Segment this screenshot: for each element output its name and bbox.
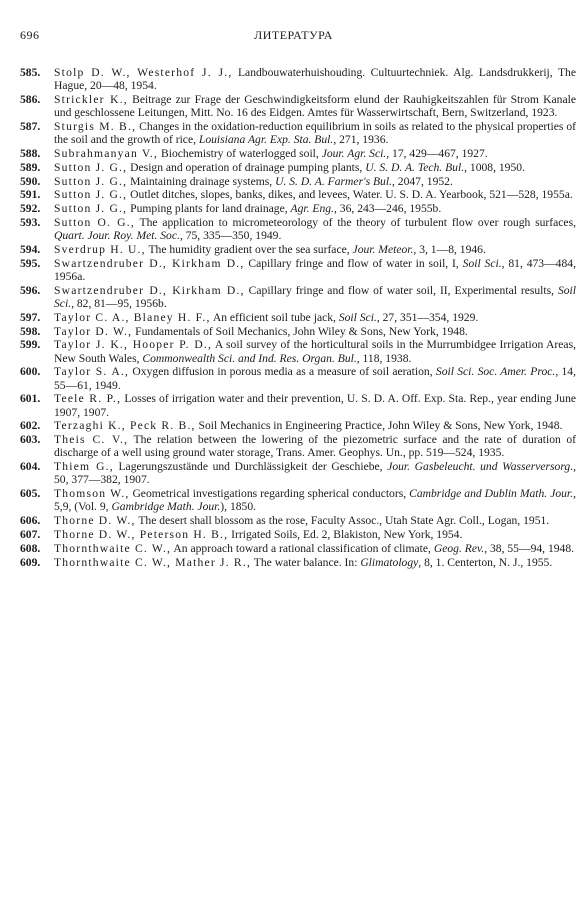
reference-number: 593. bbox=[20, 215, 41, 229]
reference-number: 598. bbox=[20, 324, 41, 338]
reference-source-title: Louisiana Agr. Exp. Sta. Bul. bbox=[198, 133, 334, 147]
reference-text: , 36, 243—246, 1955b. bbox=[334, 202, 442, 216]
reference-source-title: Cambridge and Dublin Math. Jour. bbox=[409, 487, 574, 501]
reference-text: The humidity gradient over the sea surface, bbox=[145, 242, 353, 256]
reference-list bbox=[20, 66, 576, 569]
reference-number: 605. bbox=[20, 487, 41, 501]
reference-number: 585. bbox=[20, 66, 41, 79]
reference-entry bbox=[20, 514, 576, 527]
reference-entry bbox=[20, 419, 576, 432]
reference-text: Outlet ditches, slopes, banks, dikes, and levees, Water. U. S. D. A. Yearbook, 521—528, 1955a. bbox=[127, 188, 573, 202]
reference-authors: Subrahmanyan V., bbox=[54, 147, 159, 160]
reference-number: 592. bbox=[20, 202, 41, 216]
reference-text: Geometrical investigations regarding spherical conductors, bbox=[129, 487, 410, 501]
reference-text: Lagerungszustände und Durchlässigkeit der Geschiebe, bbox=[113, 460, 388, 474]
reference-text: , 38, 55—94, 1948. bbox=[484, 541, 575, 555]
reference-text: Capillary fringe and flow of water in soil, I, bbox=[244, 256, 463, 270]
reference-text: , 82, 81—95, 1956b. bbox=[71, 296, 167, 310]
reference-text: Beitrage zur Frage der Geschwindigkeitsform elund der Rauhigkeitszahlen für Strom Kanale und geschlossene Leitungen, Mitt. No. 16 des Eidgen. Amtes für Wasserwirtschaft, Bern, Switzerland, 1923. bbox=[54, 93, 576, 120]
reference-number: 589. bbox=[20, 160, 41, 174]
reference-number: 591. bbox=[20, 188, 41, 202]
reference-text: Biochemistry of waterlogged soil, bbox=[158, 147, 322, 160]
reference-entry bbox=[20, 120, 576, 146]
reference-entry bbox=[20, 311, 576, 324]
reference-entry bbox=[20, 392, 576, 418]
reference-source-title: Agr. Eng. bbox=[290, 202, 334, 216]
reference-entry bbox=[20, 216, 576, 242]
running-title: ЛИТЕРАТУРА bbox=[254, 28, 333, 42]
reference-source-title: Soil Sci. bbox=[462, 256, 502, 270]
reference-entry bbox=[20, 257, 576, 283]
reference-authors: Thornthwaite C. W., Mather J. R., bbox=[54, 555, 252, 569]
reference-entry bbox=[20, 147, 576, 160]
reference-source-title: U. S. D. A. Tech. Bul. bbox=[365, 160, 465, 174]
reference-text: , 118, 1938. bbox=[356, 351, 412, 365]
reference-authors: Sutton O. G., bbox=[54, 215, 135, 229]
reference-entry bbox=[20, 556, 576, 569]
reference-text: , 5,9, (Vol. 9, bbox=[54, 487, 576, 514]
reference-authors: Sverdrup H. U., bbox=[54, 242, 146, 256]
reference-entry bbox=[20, 93, 576, 119]
reference-source-title: Soil Sci. bbox=[54, 283, 576, 310]
reference-text: , 27, 351—354, 1929. bbox=[376, 310, 479, 324]
reference-entry bbox=[20, 433, 576, 459]
reference-entry bbox=[20, 243, 576, 256]
reference-authors: Thomson W., bbox=[54, 487, 130, 501]
reference-text: Oxygen diffusion in porous media as a measure of soil aeration, bbox=[129, 365, 436, 379]
reference-text: , 75, 335—350, 1949. bbox=[179, 229, 282, 243]
reference-entry bbox=[20, 284, 576, 310]
reference-text: Design and operation of drainage pumping plants, bbox=[127, 160, 366, 174]
reference-text: Capillary fringe and flow of water soil, II, Experimental results, bbox=[244, 283, 558, 297]
reference-source-title: Quart. Jour. Roy. Met. Soc. bbox=[54, 229, 180, 243]
reference-text: Maintaining drainage systems, bbox=[127, 174, 276, 188]
reference-text: Fundamentals of Soil Mechanics, John Wiley & Sons, New York, 1948. bbox=[132, 324, 468, 338]
reference-authors: Taylor C. A., Blaney H. F., bbox=[54, 310, 211, 324]
reference-entry bbox=[20, 66, 576, 92]
reference-authors: Sturgis M. B., bbox=[54, 120, 137, 133]
reference-number: 588. bbox=[20, 147, 41, 160]
reference-text: An efficient soil tube jack, bbox=[210, 310, 339, 324]
reference-authors: Taylor J. K., Hooper P. D., bbox=[54, 338, 213, 352]
reference-entry bbox=[20, 487, 576, 513]
reference-text: An approach toward a rational classification of climate, bbox=[171, 541, 434, 555]
reference-text: , 14, 55—61, 1949. bbox=[54, 365, 576, 392]
reference-text: The application to micrometeorology of the theory of turbulent flow over rough surfaces, bbox=[134, 215, 576, 229]
reference-number: 590. bbox=[20, 174, 41, 188]
reference-text: Soil Mechanics in Engineering Practice, John Wiley & Sons, New York, 1948. bbox=[195, 419, 563, 433]
reference-authors: Strickler K., bbox=[54, 93, 128, 106]
reference-source-title: Gambridge Math. Jour. bbox=[111, 500, 221, 514]
reference-number: 586. bbox=[20, 93, 41, 106]
reference-text: Pumping plants for land drainage, bbox=[127, 202, 291, 216]
reference-authors: Swartzendruber D., Kirkham D., bbox=[54, 256, 245, 270]
reference-entry bbox=[20, 460, 576, 486]
reference-source-title: Jour. Gasbeleucht. und Wasserversorg. bbox=[387, 460, 574, 474]
reference-entry bbox=[20, 325, 576, 338]
reference-authors: Theis C. V., bbox=[54, 433, 129, 447]
reference-number: 587. bbox=[20, 120, 41, 133]
reference-text: Landbouwaterhuishouding. Cultuurtechniek. Alg. Landsdrukkerij, The Hague, 20—48, 1954. bbox=[54, 66, 576, 93]
reference-entry bbox=[20, 365, 576, 391]
reference-text: , 271, 1936. bbox=[333, 133, 389, 147]
reference-number: 606. bbox=[20, 514, 41, 528]
reference-source-title: Glimatology bbox=[360, 555, 419, 569]
reference-authors: Terzaghi K., Peck R. B., bbox=[54, 419, 196, 433]
reference-text: , 2047, 1952. bbox=[391, 174, 453, 188]
reference-number: 594. bbox=[20, 242, 41, 256]
reference-authors: Thornthwaite C. W., bbox=[54, 541, 172, 555]
reference-text: The desert shall blossom as the rose, Faculty Assoc., Utah State Agr. Coll., Logan, 1951. bbox=[135, 514, 550, 528]
reference-entry bbox=[20, 188, 576, 201]
reference-entry bbox=[20, 542, 576, 555]
reference-entry bbox=[20, 161, 576, 174]
page-number: 696 bbox=[20, 28, 40, 42]
reference-number: 603. bbox=[20, 433, 41, 447]
reference-authors: Teele R. P., bbox=[54, 392, 122, 406]
reference-authors: Sutton J. G., bbox=[54, 202, 128, 216]
reference-source-title: Soil Sci. Soc. Amer. Proc. bbox=[435, 365, 556, 379]
reference-text: A soil survey of the horticultural soils in the Murrumbidgee Irrigation Areas, New South Wales, bbox=[54, 338, 576, 365]
reference-number: 604. bbox=[20, 460, 41, 474]
reference-source-title: Geog. Rev. bbox=[433, 541, 485, 555]
reference-text: , 17, 429—467, 1927. bbox=[386, 147, 488, 160]
reference-entry bbox=[20, 175, 576, 188]
reference-source-title: Jour. Agr. Sci. bbox=[321, 147, 387, 160]
reference-authors: Swartzendruber D., Kirkham D., bbox=[54, 283, 245, 297]
reference-authors: Thorne D. W., bbox=[54, 514, 136, 528]
reference-number: 595. bbox=[20, 256, 41, 270]
reference-entry bbox=[20, 338, 576, 364]
reference-source-title: U. S. D. A. Farmer's Bul. bbox=[275, 174, 392, 188]
reference-text: Changes in the oxidation-reduction equilibrium in soils as related to the physical properties of the soil and the growth of rice, bbox=[54, 120, 577, 147]
reference-authors: Taylor D. W., bbox=[54, 324, 133, 338]
page-header bbox=[20, 28, 567, 46]
reference-number: 602. bbox=[20, 419, 41, 433]
reference-text: , 81, 473—484, 1956a. bbox=[54, 256, 576, 283]
reference-authors: Sutton J. G., bbox=[54, 188, 128, 202]
reference-source-title: Commonwealth Sci. and Ind. Res. Organ. Bul. bbox=[142, 351, 357, 365]
reference-text: , 8, 1. Centerton, N. J., 1955. bbox=[418, 555, 553, 569]
reference-text: , 1008, 1950. bbox=[464, 160, 525, 174]
reference-number: 608. bbox=[20, 541, 41, 555]
reference-authors: Thiem G., bbox=[54, 460, 114, 474]
reference-text: Losses of irrigation water and their prevention, U. S. D. A. Off. Exp. Sta. Rep., year ending June 1907, 1907. bbox=[54, 392, 577, 419]
reference-number: 607. bbox=[20, 527, 41, 541]
reference-authors: Thorne D. W., Peterson H. B., bbox=[54, 527, 229, 541]
reference-number: 609. bbox=[20, 555, 41, 569]
reference-authors: Stolp D. W., Westerhof J. J., bbox=[54, 66, 233, 79]
reference-source-title: Soil Sci. bbox=[338, 310, 377, 324]
reference-text: ), 1850. bbox=[220, 500, 257, 514]
reference-authors: Taylor S. A., bbox=[54, 365, 130, 379]
reference-text: , 50, 377—382, 1907. bbox=[54, 460, 577, 487]
reference-number: 596. bbox=[20, 283, 41, 297]
reference-number: 599. bbox=[20, 338, 41, 352]
reference-source-title: Jour. Meteor. bbox=[352, 242, 414, 256]
reference-text: The relation between the lowering of the piezometric surface and the rate of duration of discharge of a well using ground water storage, Trans. Amer. Geophys. Un., pp. 519—524, 1935. bbox=[54, 433, 576, 460]
reference-number: 597. bbox=[20, 310, 41, 324]
reference-number: 600. bbox=[20, 365, 41, 379]
reference-authors: Sutton J. G., bbox=[54, 160, 128, 174]
reference-text: , 3, 1—8, 1946. bbox=[413, 242, 486, 256]
reference-entry bbox=[20, 528, 576, 541]
reference-authors: Sutton J. G., bbox=[54, 174, 128, 188]
reference-number: 601. bbox=[20, 392, 41, 406]
reference-text: Irrigated Soils, Ed. 2, Blakiston, New York, 1954. bbox=[228, 527, 463, 541]
reference-entry bbox=[20, 202, 576, 215]
reference-text: The water balance. In: bbox=[251, 555, 361, 569]
